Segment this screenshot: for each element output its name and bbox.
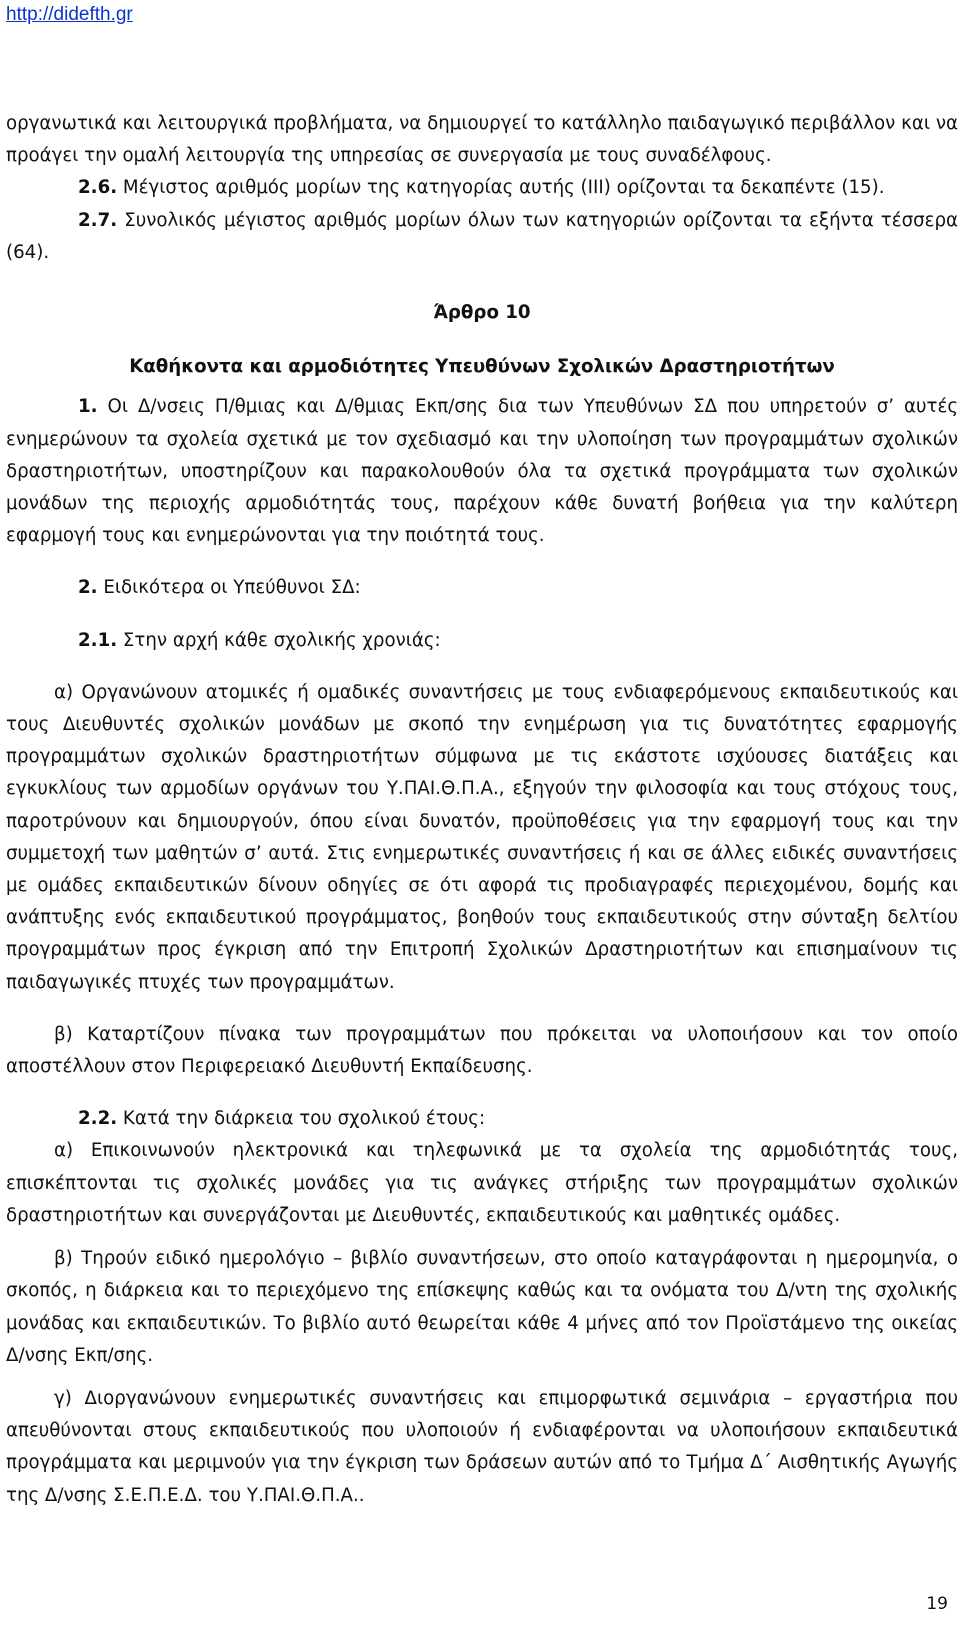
section-number: 2.7. xyxy=(78,209,118,231)
paragraph-2-1 xyxy=(6,625,958,657)
section-number: 2. xyxy=(78,577,98,599)
paragraph-text: Ειδικότερα οι Υπεύθυνοι ΣΔ: xyxy=(97,577,361,599)
paragraph-2-6 xyxy=(6,172,958,204)
article-subtitle: Καθήκοντα και αρμοδιότητες Υπευθύνων Σχολικών Δραστηριοτήτων xyxy=(129,356,835,378)
item-b-2-2: β) Τηρούν ειδικό ημερολόγιο – βιβλίο συναντήσεων, στο οποίο καταγράφονται η ημερομηνία, ο σκοπός, η διάρκεια και το περιεχόμενο της επίσκεψης καθώς και τα ονόματα του Δ/ντη της σχολικής μονάδας και εκπαιδευτικών. Το βιβλίο αυτό θεωρείται κάθε 4 μήνες από τον Προϊστάμενο της οικείας Δ/νσης Εκπ/σης. xyxy=(6,1248,958,1366)
section-number: 2.2. xyxy=(78,1108,118,1130)
paragraph-2-2 xyxy=(6,1103,958,1135)
paragraph-continuation: οργανωτικά και λειτουργικά προβλήματα, να δημιουργεί το κατάλληλο παιδαγωγικό περιβάλλον και να προάγει την ομαλή λειτουργία της υπηρεσίας σε συνεργασία με τους συναδέλφους. xyxy=(6,113,958,167)
item-a-2-1: α) Οργανώνουν ατομικές ή ομαδικές συναντήσεις με τους ενδιαφερόμενους εκπαιδευτικούς και τους Διευθυντές σχολικών μονάδων με σκοπό την ενημέρωση για τις δυνατότητες εφαρμογής προγραμμάτων σχολικών δραστηριοτήτων σύμφωνα με τις εκάστοτε ισχύουσες διατάξεις και εγκυκλίους των αρμοδίων οργάνων του Υ.ΠΑΙ.Θ.Π.Α., εξηγούν την φιλοσοφία και τους στόχους τους, παροτρύνουν και δημιουργούν, όπου είναι δυνατόν, προϋποθέσεις για την εφαρμογή τους και την συμμετοχή των μαθητών σ’ αυτά. Στις ενημερωτικές συναντήσεις ή και σε άλλες ειδικές συναντήσεις με ομάδες εκπαιδευτικών δίνουν οδηγίες σε ότι αφορά τις προδιαγραφές περιεχομένου, δομής και ανάπτυξης ενός εκπαιδευτικού προγράμματος, βοηθούν τους εκπαιδευτικούς στην σύνταξη δελτίου προγραμμάτων προς έγκριση από την Επιτροπή Σχολικών Δραστηριοτήτων και επισημαίνουν τις παιδαγωγικές πτυχές των προγραμμάτων. xyxy=(6,681,958,993)
paragraph-text: Μέγιστος αριθμός μορίων της κατηγορίας αυτής (ΙΙΙ) ορίζονται τα δεκαπέντε (15). xyxy=(117,177,885,199)
paragraph-text: Στην αρχή κάθε σχολικής χρονιάς: xyxy=(117,629,441,651)
paragraph-text: Κατά την διάρκεια του σχολικού έτους: xyxy=(117,1108,486,1130)
section-number: 2.1. xyxy=(78,629,118,651)
paragraph-text: Οι Δ/νσεις Π/θμιας και Δ/θμιας Εκπ/σης δια των Υπευθύνων ΣΔ που υπηρετούν σ’ αυτές ενημερώνουν τα σχολεία σχετικά με τον σχεδιασμό και την υλοποίηση των προγραμμάτων σχολικών δραστηριοτήτων, υποστηρίζουν και παρακολουθούν όλα τα σχετικά προγράμματα των σχολικών μονάδων της περιοχής αρμοδιότητάς τους, παρέχουν κάθε δυνατή βοήθεια για την καλύτερη εφαρμογή τους και ενημερώνονται για την ποιότητά τους. xyxy=(6,396,958,547)
section-number: 1. xyxy=(78,396,98,418)
item-c-2-2: γ) Διοργανώνουν ενημερωτικές συναντήσεις και επιμορφωτικά σεμινάρια – εργαστήρια που απευθύνονται στους εκπαιδευτικούς που υλοποιούν ή ενδιαφέρονται να υλοποιήσουν εκπαιδευτικά προγράμματα και μεριμνούν για την έγκριση των δράσεων αυτών από το Τμήμα Δ΄ Αισθητικής Αγωγής της Δ/νσης Σ.Ε.Π.Ε.Δ. του Υ.ΠΑΙ.Θ.Π.Α.. xyxy=(6,1387,958,1506)
section-number: 2.6. xyxy=(78,177,118,199)
header-url-link[interactable]: http://didefth.gr xyxy=(6,4,133,25)
document-body xyxy=(6,108,958,1512)
item-b-2-1: β) Καταρτίζουν πίνακα των προγραμμάτων που πρόκειται να υλοποιήσουν και τον οποίο αποστέλλουν στον Περιφερειακό Διευθυντή Εκπαίδευσης. xyxy=(6,1023,958,1078)
item-a-2-2: α) Επικοινωνούν ηλεκτρονικά και τηλεφωνικά με τα σχολεία της αρμοδιότητάς τους, επισκέπτονται τις σχολικές μονάδες για τις ανάγκες στήριξης των προγραμμάτων σχολικών δραστηριοτήτων και συνεργάζονται με Διευθυντές, εκπαιδευτικούς και μαθητικές ομάδες. xyxy=(6,1140,958,1226)
paragraph-text: Συνολικός μέγιστος αριθμός μορίων όλων των κατηγοριών ορίζονται τα εξήντα τέσσερα (64). xyxy=(6,209,958,263)
page-number: 19 xyxy=(926,1594,948,1614)
article-title: Άρθρο 10 xyxy=(433,302,531,324)
paragraph-2-7 xyxy=(6,205,958,269)
paragraph-1 xyxy=(6,391,958,552)
paragraph-2 xyxy=(6,572,958,604)
